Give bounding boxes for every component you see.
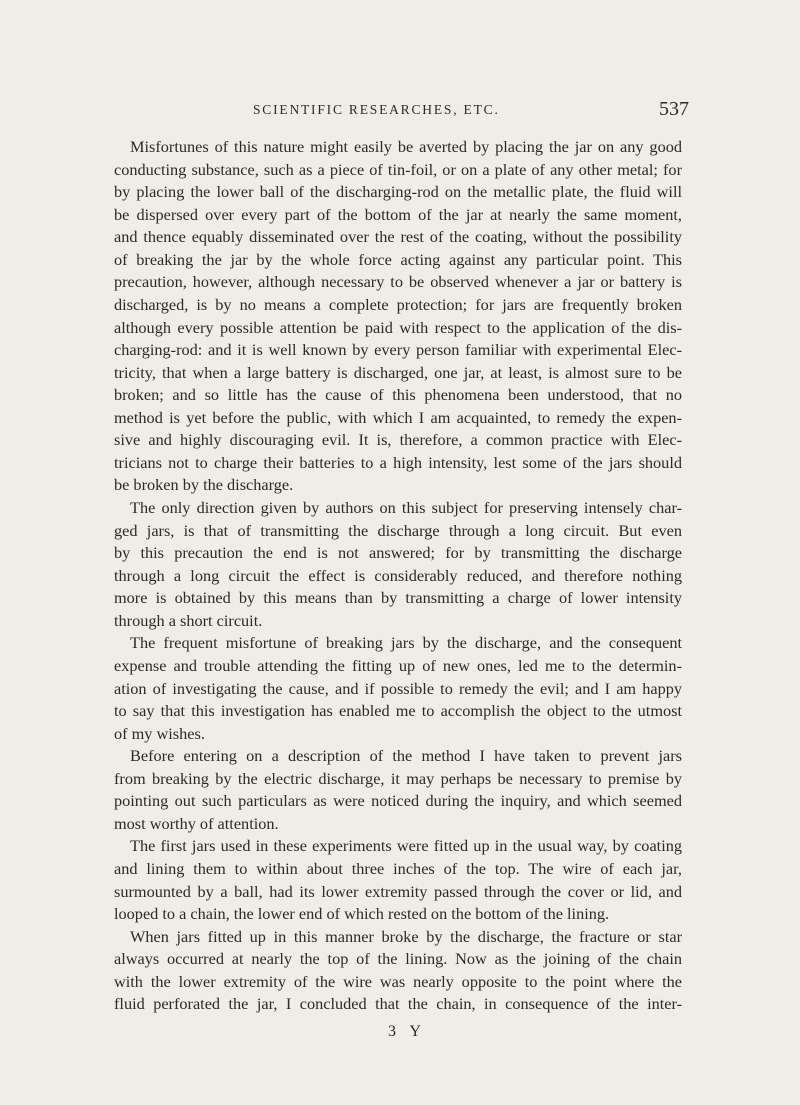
text-line: charging-rod: and it is well known by every person familiar with experimental Elec- (114, 340, 682, 360)
text-line: of breaking the jar by the whole force acting against any particular point. This (114, 249, 682, 269)
text-line: The frequent misfortune of breaking jars by the discharge, and the consequent (130, 633, 682, 653)
text-line: and thence equably disseminated over the rest of the coating, without the possibility (114, 227, 682, 247)
text-line: although every possible attention be paid with respect to the application of the dis- (114, 317, 682, 337)
text-line: through a short circuit. (114, 610, 263, 630)
text-line: by placing the lower ball of the discharging-rod on the metallic plate, the fluid will (114, 182, 682, 202)
signature-mark: 3 Y (388, 1023, 426, 1040)
text-line: with the lower extremity of the wire was nearly opposite to the point where the (114, 971, 682, 991)
text-line: looped to a chain, the lower end of which rested on the bottom of the lining. (114, 904, 610, 924)
text-line: fluid perforated the jar, I concluded that the chain, in consequence of the inter- (114, 994, 682, 1014)
text-line: pointing out such particulars as were noticed during the inquiry, and which seemed (114, 791, 682, 811)
running-header (0, 98, 800, 122)
text-line: method is yet before the public, with which I am acquainted, to remedy the expen- (114, 407, 682, 427)
text-line: conducting substance, such as a piece of tin-foil, or on a plate of any other metal; for (114, 159, 682, 179)
text-line: The first jars used in these experiments were fitted up in the usual way, by coating (130, 836, 682, 856)
text-line: tricians not to charge their batteries to a high intensity, lest some of the jars should (114, 452, 682, 472)
text-line: through a long circuit the effect is considerably reduced, and therefore nothing (114, 565, 682, 585)
text-line: of my wishes. (114, 723, 205, 743)
page-number: 537 (659, 98, 689, 120)
text-line: When jars fitted up in this manner broke by the discharge, the fracture or star (130, 926, 682, 946)
text-line: The only direction given by authors on this subject for preserving intensely char- (130, 498, 682, 517)
text-line: precaution, however, although necessary to be observed whenever a jar or battery is (114, 272, 682, 292)
text-line: ation of investigating the cause, and if possible to remedy the evil; and I am happy (114, 678, 682, 698)
text-line: ged jars, is that of transmitting the discharge through a long circuit. But even (114, 520, 682, 540)
text-line: surmounted by a ball, had its lower extremity passed through the cover or lid, and (114, 881, 682, 901)
text-line: more is obtained by this means than by transmitting a charge of lower intensity (114, 588, 682, 608)
body-text (114, 136, 682, 1016)
text-line: from breaking by the electric discharge, it may perhaps be necessary to premise by (114, 768, 682, 788)
text-line: always occurred at nearly the top of the lining. Now as the joining of the chain (114, 949, 682, 969)
text-line: most worthy of attention. (114, 813, 279, 833)
text-line: and lining them to within about three inches of the top. The wire of each jar, (114, 859, 682, 878)
text-line: broken; and so little has the cause of this phenomena been understood, that no (114, 385, 682, 405)
text-line: be broken by the discharge. (114, 475, 294, 495)
running-title: SCIENTIFIC RESEARCHES, ETC. (253, 102, 500, 117)
text-line: by this precaution the end is not answered; for by transmitting the discharge (114, 543, 682, 563)
text-line: be dispersed over every part of the bottom of the jar at nearly the same moment, (114, 204, 682, 224)
text-line: to say that this investigation has enabled me to accomplish the object to the utmost (114, 701, 682, 721)
text-line: tricity, that when a large battery is discharged, one jar, at least, is almost sure to be (114, 362, 682, 382)
text-line: Misfortunes of this nature might easily be averted by placing the jar on any good (130, 137, 682, 156)
text-line: expense and trouble attending the fitting up of new ones, led me to the determin- (114, 655, 682, 675)
text-line: sive and highly discouraging evil. It is, therefore, a common practice with Elec- (114, 430, 682, 450)
text-line: Before entering on a description of the method I have taken to prevent jars (130, 746, 682, 766)
text-line: discharged, is by no means a complete protection; for jars are frequently broken (114, 294, 682, 314)
